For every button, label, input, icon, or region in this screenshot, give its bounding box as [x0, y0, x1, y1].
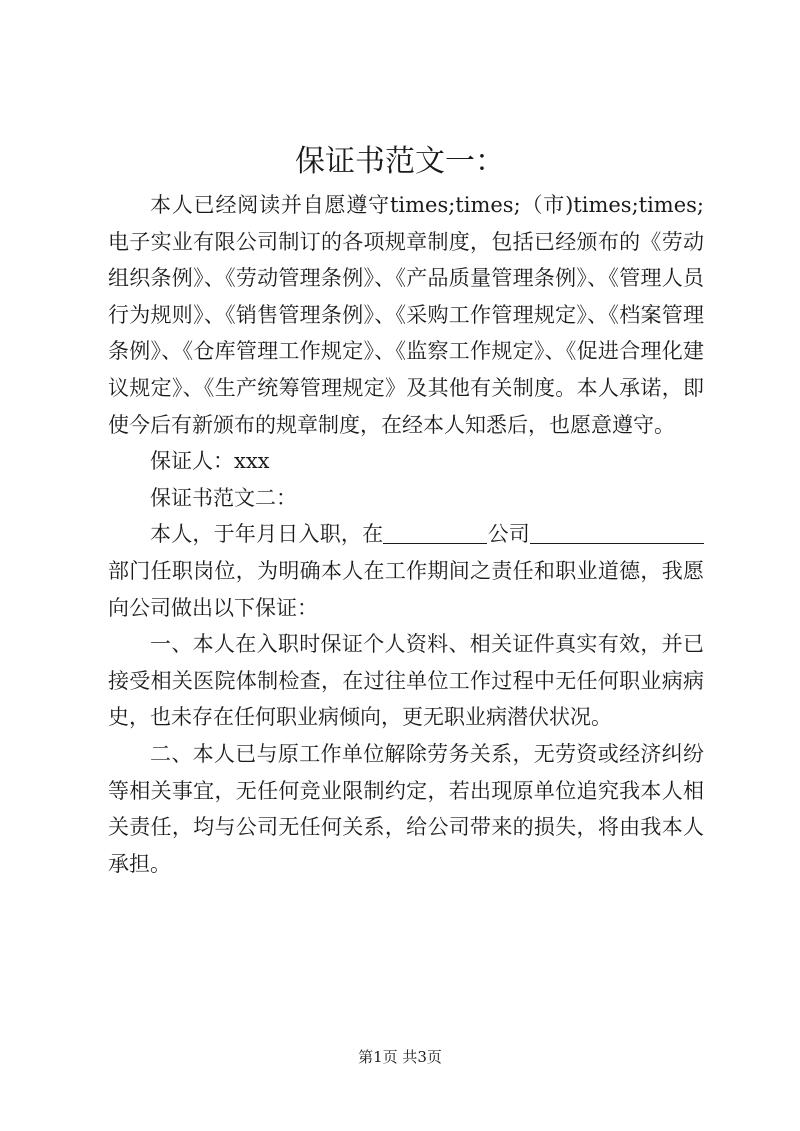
paragraph-rules-agreement: 本人已经阅读并自愿遵守times;times;（市)times;times;电子实业有限公司制订的各项规章制度，包括已经颁布的《劳动组织条例》、《劳动管理条例》、《产品质量管理条例》、《管理人员行为规则》、《销售管理条例》、《采购工作管理规定》、《档案管理条例》、《仓库管理工作规定》、《监察工作规定》、《促进合理化建议规定》、《生产统筹管理规定》及其他有关制度。本人承诺，即使今后有新颁布的规章制度，在经本人知悉后，也愿意遵守。: [108, 193, 704, 437]
entry-statement-part-2: 公司: [487, 522, 531, 547]
page-footer: 第1页 共3页: [358, 1048, 442, 1066]
paragraph-clause-two: 二、本人已与原工作单位解除劳务关系，无劳资或经济纠纷等相关事宜，无任何竞业限制约定，若出现原单位追究我本人相关责任，均与公司无任何关系，给公司带来的损失，将由我本人承担。: [108, 741, 704, 876]
document-body: [108, 187, 704, 882]
document-title: 保证书范文一：: [295, 144, 505, 179]
paragraph-entry-statement: [108, 516, 704, 626]
guarantor-line: 保证人：xxx: [150, 449, 270, 474]
entry-statement-part-1: 本人，于年月日入职，在: [150, 522, 384, 547]
paragraph-clause-one: 一、本人在入职时保证个人资料、相关证件真实有效，并已接受相关医院体制检查，在过往单位工作过程中无任何职业病病史，也未存在任何职业病倾向，更无职业病潜伏状况。: [108, 632, 704, 730]
section-heading-two: 保证书范文二：: [150, 485, 297, 510]
company-blank-line: [383, 521, 487, 544]
department-blank-line: [530, 521, 704, 544]
entry-statement-part-3: 部门任职岗位，为明确本人在工作期间之责任和职业道德，我愿向公司做出以下保证：: [108, 558, 704, 620]
